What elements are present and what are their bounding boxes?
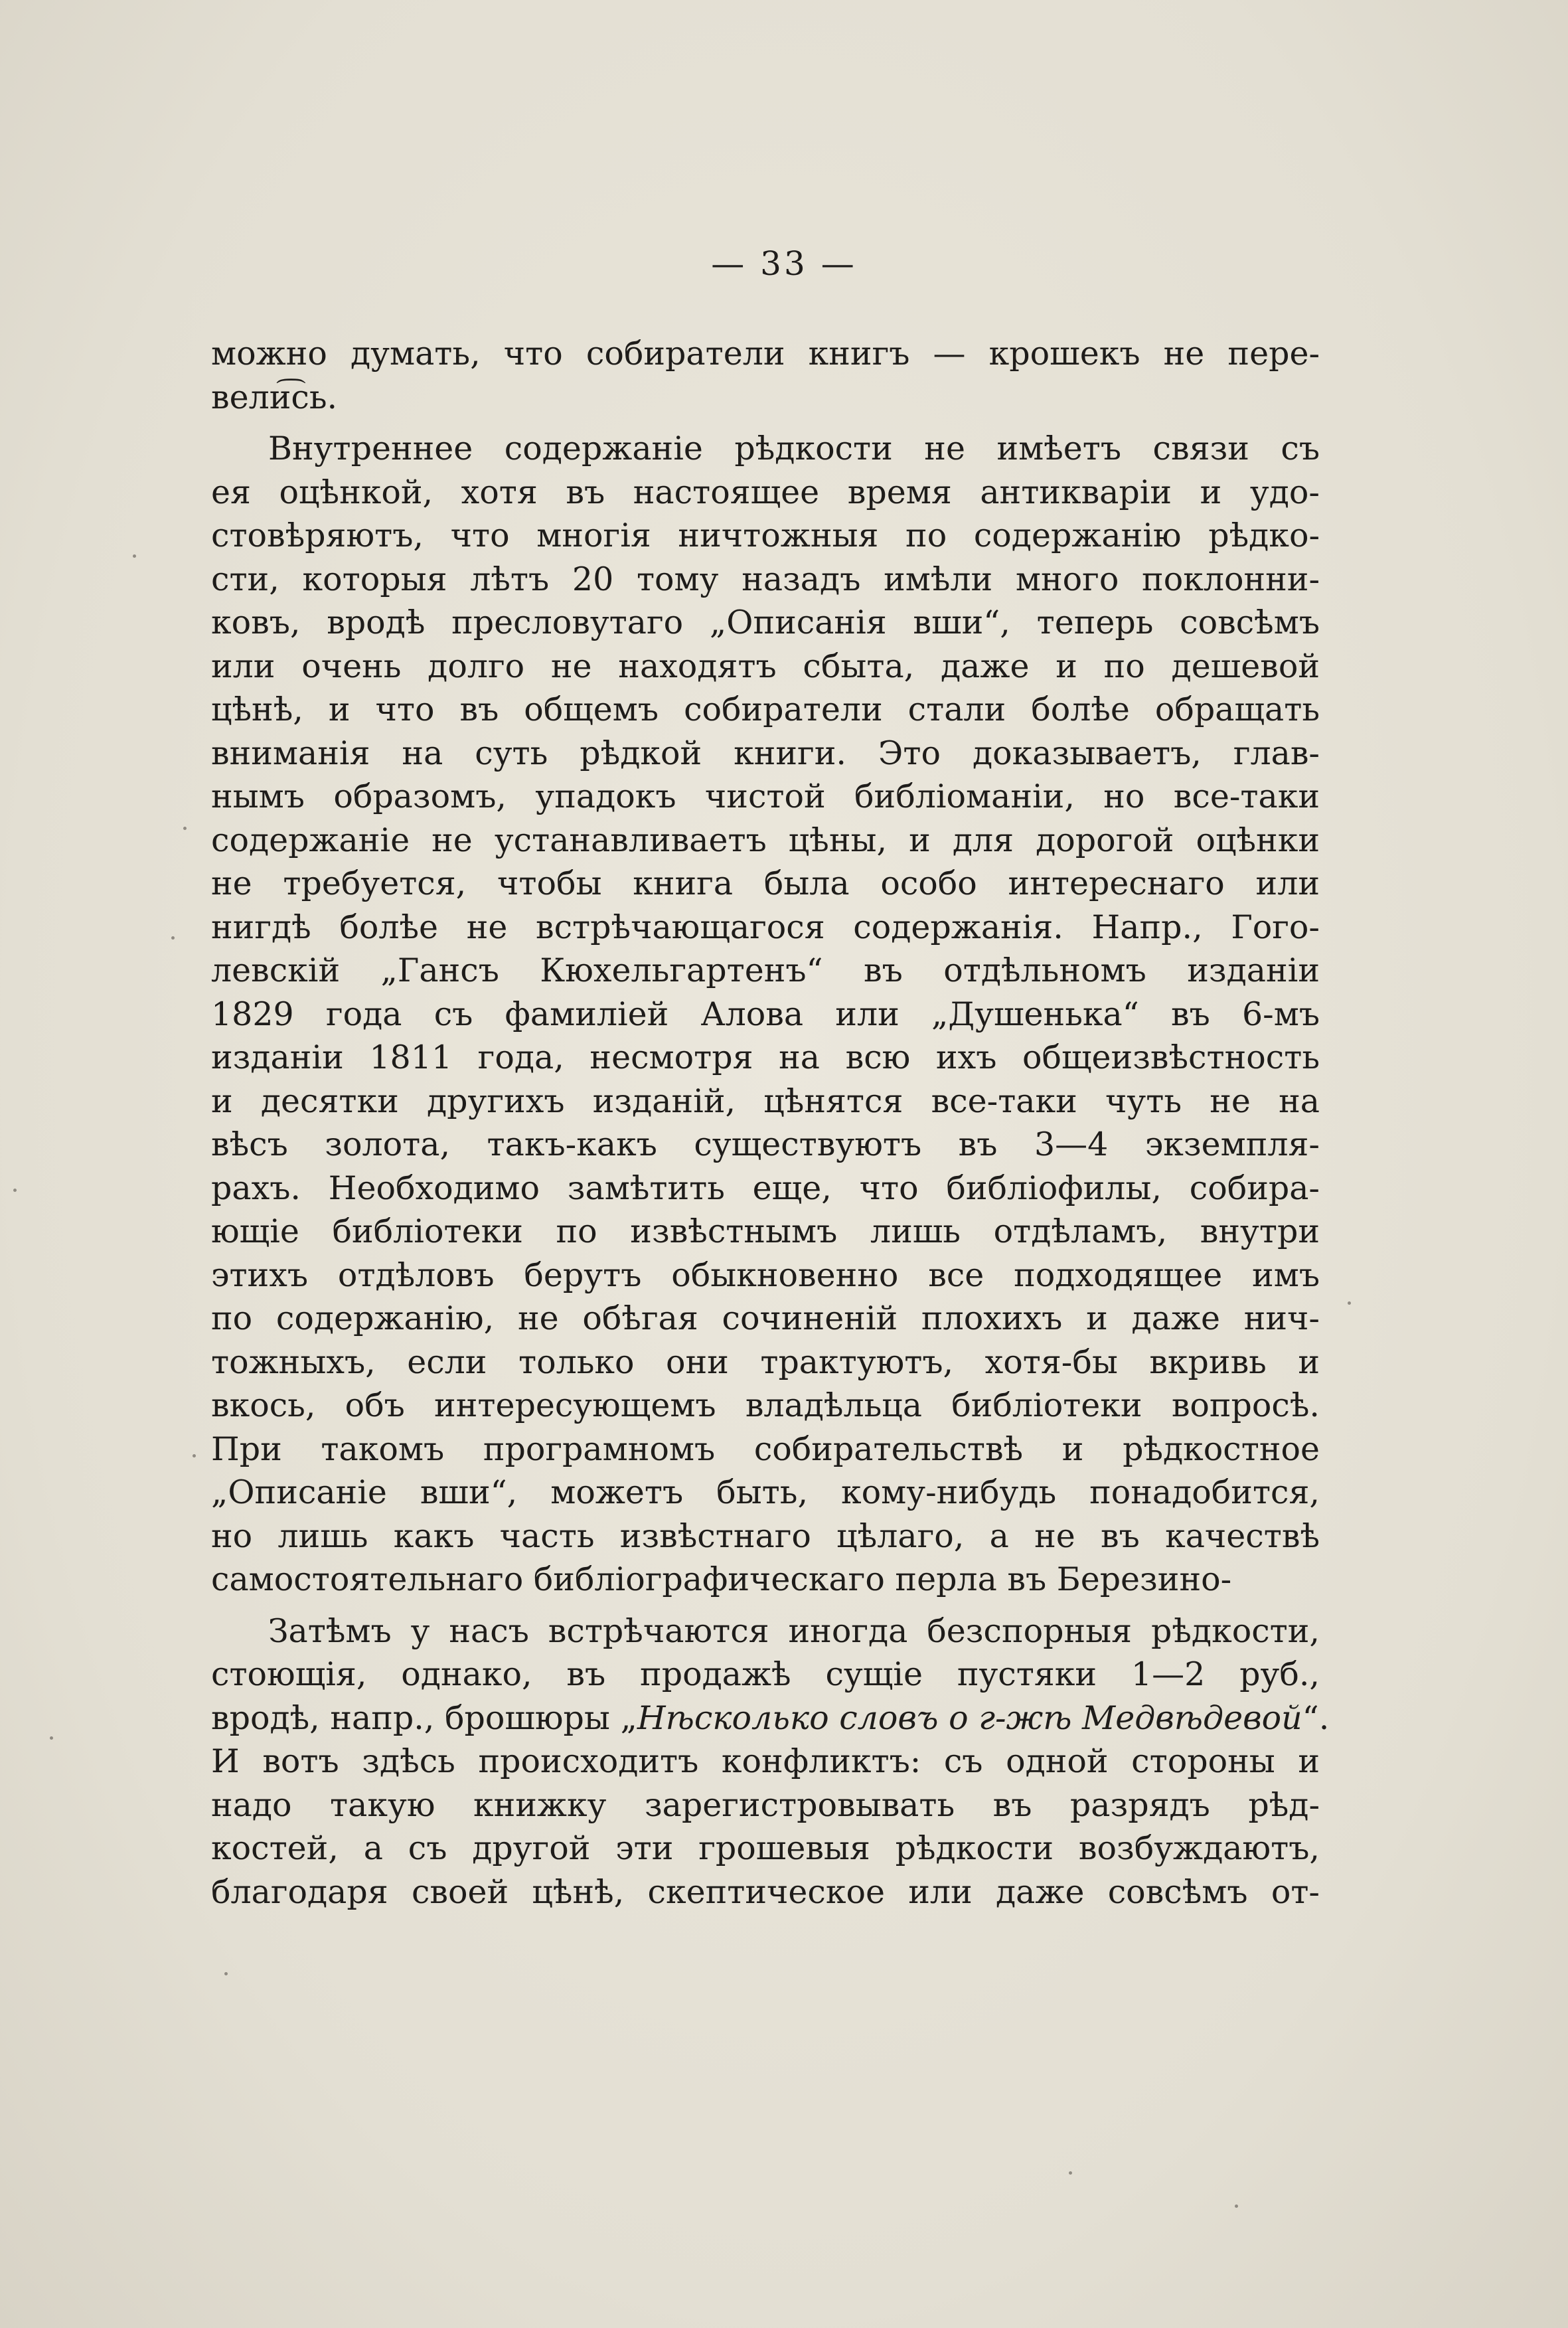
body-text bbox=[211, 332, 1330, 1914]
text-line: костей, а съ другой эти грошевыя рѣдкости возбуждаютъ, bbox=[211, 1829, 1320, 1867]
paper-speck bbox=[1235, 2204, 1238, 2208]
text-line: или очень долго не находятъ сбыта, даже и по дешевой bbox=[211, 647, 1320, 685]
paper-speck bbox=[171, 936, 175, 940]
paper-speck bbox=[183, 827, 187, 830]
paper-speck bbox=[224, 1972, 228, 1975]
text-line: И вотъ здѣсь происходитъ конфликтъ: съ одной стороны и bbox=[211, 1742, 1320, 1780]
paragraph-1 bbox=[211, 332, 1320, 419]
text-line: цѣнѣ, и что въ общемъ собиратели стали болѣе обращать bbox=[211, 691, 1320, 728]
text-line: и десятки другихъ изданiй, цѣнятся все-таки чуть не на bbox=[211, 1082, 1320, 1120]
text-line: стоющiя, однако, въ продажѣ сущiе пустяки 1—2 руб., bbox=[211, 1655, 1320, 1693]
text-line: надо такую книжку зарегистровывать въ разрядъ рѣд- bbox=[211, 1786, 1320, 1824]
page-number: — 33 — bbox=[711, 244, 857, 283]
text-line: изданiи 1811 года, несмотря на всю ихъ общеизвѣстность bbox=[211, 1039, 1320, 1076]
text-line: вѣсъ золота, такъ-какъ существуютъ въ 3—4 экземпля- bbox=[211, 1125, 1320, 1163]
text-line: тожныхъ, если только они трактуютъ, хотя-бы вкривь и bbox=[211, 1343, 1320, 1381]
text-line: содержанiе не устанавливаетъ цѣны, и для дорогой оцѣнки bbox=[211, 821, 1320, 859]
text-line: 1829 года съ фамилiей Алова или „Душенька“ въ 6-мъ bbox=[211, 995, 1320, 1033]
text-line: этихъ отдѣловъ берутъ обыкновенно все подходящее имъ bbox=[211, 1256, 1320, 1294]
text-line: ея оцѣнкой, хотя въ настоящее время антикварiи и удо- bbox=[211, 473, 1320, 511]
paper-speck bbox=[1069, 2171, 1072, 2175]
paragraph-2 bbox=[211, 427, 1320, 1602]
text-fragment: “. bbox=[1302, 1699, 1330, 1737]
text-line: вели͡сь. bbox=[211, 378, 338, 416]
text-line: вниманiя на суть рѣдкой книги. Это доказываетъ, глав- bbox=[211, 734, 1320, 772]
text-line: рахъ. Необходимо замѣтить еще, что библiофилы, собира- bbox=[211, 1169, 1320, 1207]
text-line: нигдѣ болѣе не встрѣчающагося содержанiя. Напр., Гого- bbox=[211, 908, 1320, 946]
brochure-title: Нѣсколько словъ о г-жѣ Медвѣдевой bbox=[637, 1699, 1302, 1737]
text-line: ющiе библiотеки по извѣстнымъ лишь отдѣламъ, внутри bbox=[211, 1212, 1320, 1250]
paper-speck bbox=[1348, 1301, 1351, 1305]
text-fragment: вродѣ, напр., брошюры „ bbox=[211, 1699, 637, 1737]
text-line: по содержанiю, не обѣгая сочиненiй плохихъ и даже нич- bbox=[211, 1299, 1320, 1337]
text-line: левскiй „Гансъ Кюхельгартенъ“ въ отдѣльномъ изданiи bbox=[211, 952, 1320, 989]
text-line: самостоятельнаго библiографическаго перла въ Березино- bbox=[211, 1560, 1232, 1598]
text-line: сти, которыя лѣтъ 20 тому назадъ имѣли много поклонни- bbox=[211, 560, 1320, 598]
paragraph-3 bbox=[211, 1610, 1330, 1914]
text-line: При такомъ програмномъ собирательствѣ и рѣдкостное bbox=[211, 1430, 1320, 1468]
text-line: можно думать, что собиратели книгъ — крошекъ не пере- bbox=[211, 335, 1320, 373]
text-line-with-title bbox=[211, 1697, 1330, 1740]
text-line: „Описанiе вши“, можетъ быть, кому-нибудь понадобится, bbox=[211, 1473, 1320, 1511]
text-line: вкось, объ интересующемъ владѣльца библiотеки вопросѣ. bbox=[211, 1386, 1320, 1424]
paper-speck bbox=[13, 1189, 17, 1192]
text-line: не требуется, чтобы книга была особо интереснаго или bbox=[211, 865, 1320, 902]
text-line: ковъ, вродѣ пресловутаго „Описанiя вши“, теперь совсѣмъ bbox=[211, 604, 1320, 641]
paper-speck bbox=[193, 1454, 196, 1457]
text-line: нымъ образомъ, упадокъ чистой библiоманiи, но все-таки bbox=[211, 778, 1320, 815]
paper-speck bbox=[50, 1736, 53, 1740]
text-line: благодаря своей цѣнѣ, скептическое или даже совсѣмъ от- bbox=[211, 1872, 1320, 1911]
text-line: Внутреннее содержанiе рѣдкости не имѣетъ связи съ bbox=[268, 430, 1320, 467]
text-line: стовѣряютъ, что многiя ничтожныя по содержанiю рѣдко- bbox=[211, 517, 1320, 554]
paper-speck bbox=[133, 554, 136, 558]
text-line: Затѣмъ у насъ встрѣчаются иногда безспорныя рѣдкости, bbox=[268, 1612, 1320, 1650]
text-line: но лишь какъ часть извѣстнаго цѣлаго, а не въ качествѣ bbox=[211, 1517, 1320, 1555]
